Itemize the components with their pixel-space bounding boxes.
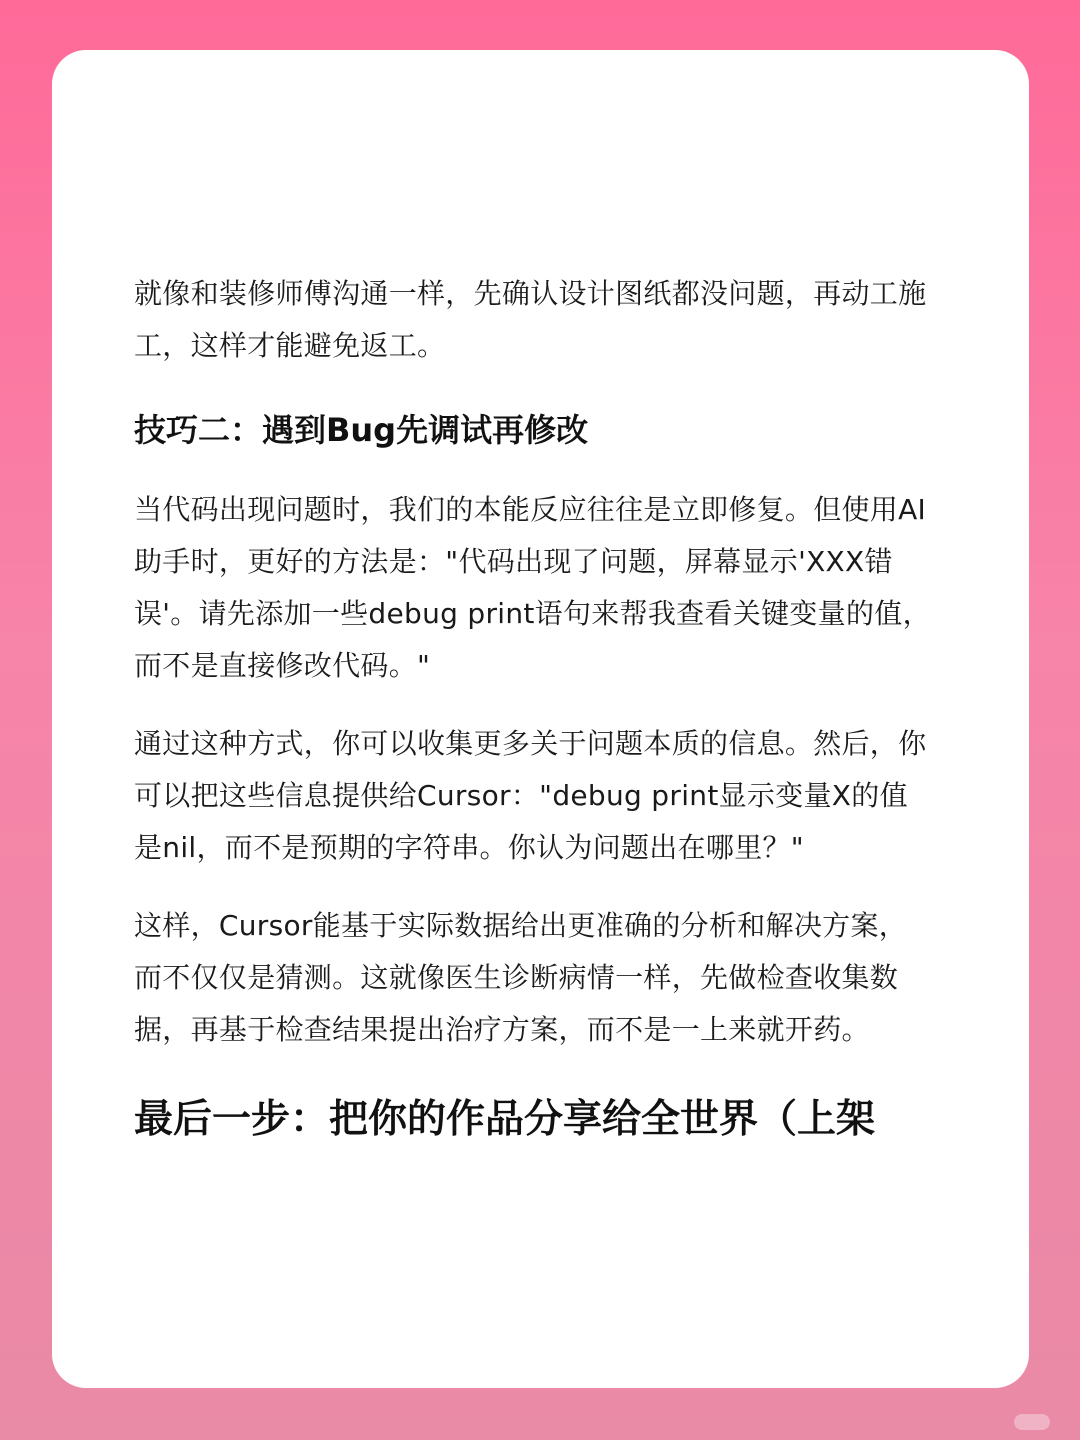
tip-two-heading: 技巧二：遇到Bug先调试再修改 [134, 411, 589, 449]
debug-paragraph-1: 当代码出现问题时，我们的本能反应往往是立即修复。但使用AI助手时，更好的方法是："代码出现了问题，屏幕显示'XXX错误'。请先添加一些debug print语句来帮我查看关键变量的值，而不是直接修改代码。" [134, 493, 931, 682]
content-card [52, 50, 1029, 1388]
debug-paragraph-3: 这样，Cursor能基于实际数据给出更准确的分析和解决方案，而不仅仅是猜测。这就像医生诊断病情一样，先做检查收集数据，再基于检查结果提出治疗方案，而不是一上来就开药。 [134, 909, 908, 1046]
watermark-logo [1014, 1414, 1050, 1430]
intro-paragraph: 就像和装修师傅沟通一样，先确认设计图纸都没问题，再动工施工，这样才能避免返工。 [134, 277, 927, 362]
debug-paragraph-2: 通过这种方式，你可以收集更多关于问题本质的信息。然后，你可以把这些信息提供给Cursor："debug print显示变量X的值是nil，而不是预期的字符串。你认为问题出在哪里？" [134, 727, 927, 864]
final-step-heading: 最后一步：把你的作品分享给全世界（上架 [134, 1097, 876, 1142]
